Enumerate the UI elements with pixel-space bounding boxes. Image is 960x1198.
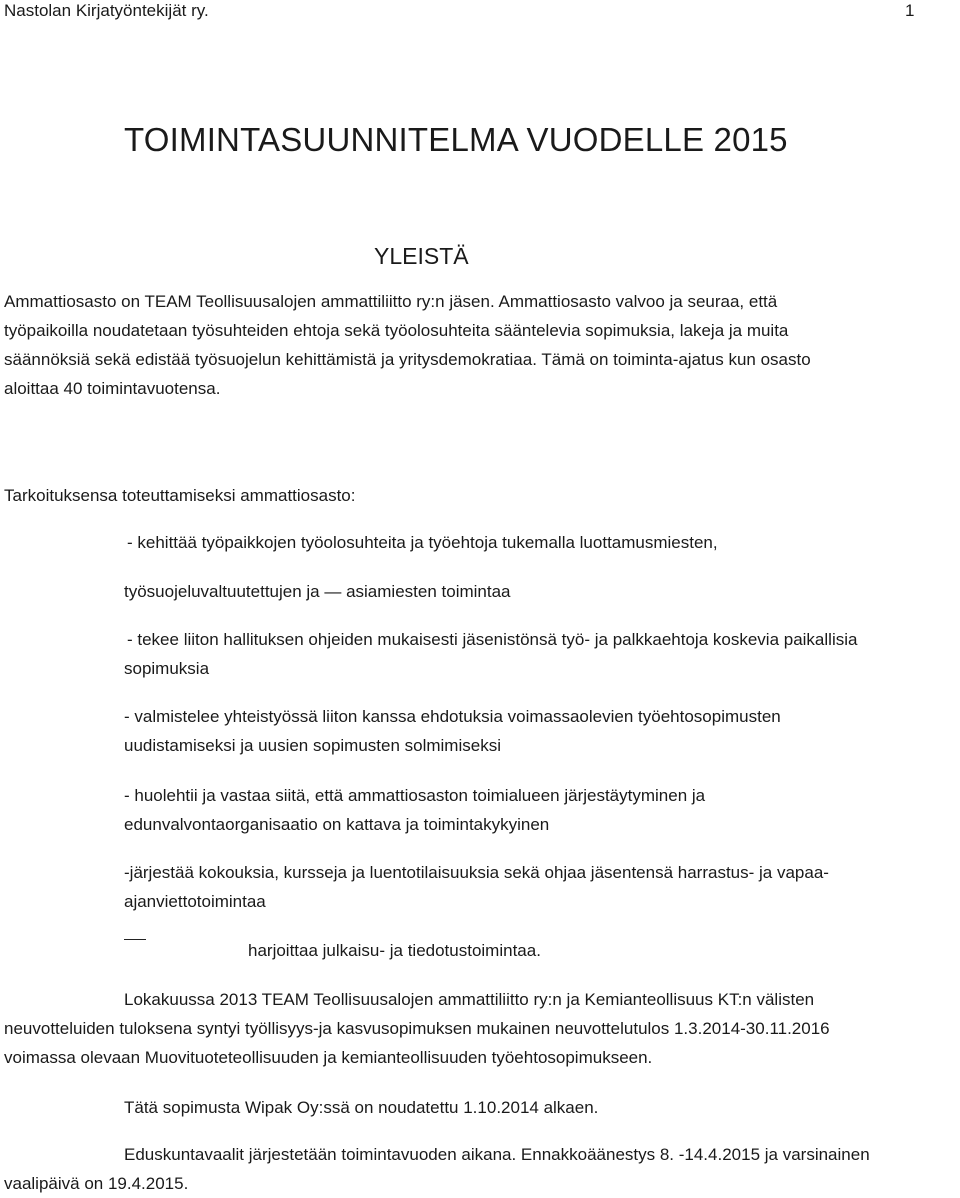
agreement-line: voimassa olevaan Muovituoteteollisuuden ja kemianteollisuuden työehtosopimukseen. xyxy=(4,1048,653,1067)
purpose-item-line: sopimuksia xyxy=(124,659,210,678)
agreement-line: neuvotteluiden tuloksena syntyi työllisyys-ja kasvusopimuksen mukainen neuvottelutulos 1.3.2014-30.11.2016 xyxy=(4,1019,830,1038)
wipak-line: Tätä sopimusta Wipak Oy:ssä on noudatettu 1.10.2014 alkaen. xyxy=(124,1098,599,1117)
election-line: Eduskuntavaalit järjestetään toimintavuoden aikana. Ennakkoäänestys 8. -14.4.2015 ja varsinainen xyxy=(124,1145,870,1164)
page-number: 1 xyxy=(905,1,915,20)
purpose-item xyxy=(124,702,954,760)
purpose-item-line: - tekee liiton hallituksen ohjeiden mukaisesti jäsenistönsä työ- ja palkkaehtoja koskevia paikallisia xyxy=(127,630,858,649)
purpose-item-line: edunvalvontaorganisaatio on kattava ja toimintakykyinen xyxy=(124,815,550,834)
section-heading: YLEISTÄ xyxy=(374,243,469,269)
purpose-item-line: ajanviettotoimintaa xyxy=(124,892,266,911)
document-title: TOIMINTASUUNNITELMA VUODELLE 2015 xyxy=(124,121,788,158)
purpose-item-last: harjoittaa julkaisu- ja tiedotustoimintaa. xyxy=(248,941,541,960)
purpose-item-line: uudistamiseksi ja uusien sopimusten solmimiseksi xyxy=(124,736,501,755)
purpose-item-line: - huolehtii ja vastaa siitä, että ammattiosaston toimialueen järjestäytyminen ja xyxy=(124,786,706,805)
purpose-item: - kehittää työpaikkojen työolosuhteita ja työehtoja tukemalla luottamusmiesten, xyxy=(127,533,718,552)
election-line: vaalipäivä on 19.4.2015. xyxy=(4,1174,189,1193)
purpose-intro: Tarkoituksensa toteuttamiseksi ammattiosasto: xyxy=(4,486,356,505)
purpose-item xyxy=(124,781,954,839)
header-organization: Nastolan Kirjatyöntekijät ry. xyxy=(4,1,209,20)
intro-paragraph xyxy=(4,287,956,403)
purpose-item: työsuojeluvaltuutettujen ja — asiamiesten toimintaa xyxy=(124,582,511,601)
dash-bullet-icon xyxy=(124,939,146,940)
intro-line: säännöksiä sekä edistää työsuojelun kehittämistä ja yritysdemokratiaa. Tämä on toiminta-ajatus kun osasto xyxy=(4,350,811,369)
purpose-item xyxy=(124,858,954,916)
intro-line: työpaikoilla noudatetaan työsuhteiden ehtoja sekä työolosuhteita sääntelevia sopimuksia, lakeja ja muita xyxy=(4,321,789,340)
purpose-item-line: - valmistelee yhteistyössä liiton kanssa ehdotuksia voimassaolevien työehtosopimusten xyxy=(124,707,781,726)
purpose-item xyxy=(124,625,957,683)
purpose-item-line: -järjestää kokouksia, kursseja ja luentotilaisuuksia sekä ohjaa jäsentensä harrastus- ja vapaa- xyxy=(124,863,829,882)
intro-line: Ammattiosasto on TEAM Teollisuusalojen ammattiliitto ry:n jäsen. Ammattiosasto valvoo ja seuraa, että xyxy=(4,292,778,311)
agreement-line: Lokakuussa 2013 TEAM Teollisuusalojen ammattiliitto ry:n ja Kemianteollisuus KT:n välisten xyxy=(124,990,815,1009)
intro-line: aloittaa 40 toimintavuotensa. xyxy=(4,379,221,398)
